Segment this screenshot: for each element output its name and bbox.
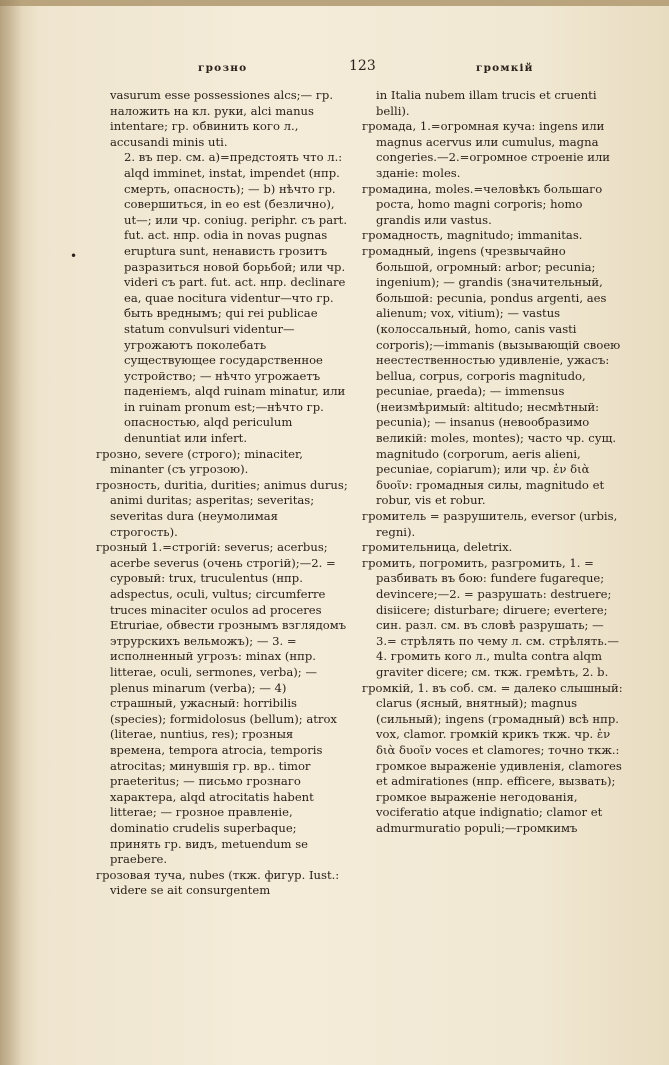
right-column-entry: громитель = разрушитель, eversor (urbis, regni). bbox=[362, 509, 618, 539]
page-number: 123 bbox=[349, 58, 376, 74]
right-column-entry: громадность, magnitudo; immanitas. bbox=[362, 228, 583, 243]
left-running-headword: грозно bbox=[198, 62, 248, 74]
right-column-entry: громада, 1.=огромная куча: ingens или magnus acervus или cumulus, magna congeries.—2.=огромное строеніе или зданіе: moles. bbox=[362, 119, 611, 180]
right-column-entry: громадный, ingens (чрезвычайно большой, огромный: arbor; pecunia; ingenium); — grandis (значительный, большой: pecunia, pondus argenti, aes alienum; vox, vitium); — vastus (колоссальный, homo, canis vasti corporis);—immanis (вызывающій своею неестественностью удивленіе, ужасъ: bellua, corpus, corporis magnitudo, pecuniae, praeda); — immensus (неизмѣримый: altitudo; несмѣтный: pecunia); — insanus (невообразимо великій: moles, montes); часто чр. сущ. magnitudo (corporum, aeris alieni, pecuniae, copiarum); или чр. ἐν διὰ δυοῖν: громадныя силы, magnitudo et robur, vis et robur. bbox=[362, 243, 621, 508]
page-top-edge bbox=[0, 0, 669, 6]
right-column-entry: громительница, deletrix. bbox=[362, 540, 513, 555]
right-running-headword: громкій bbox=[476, 62, 534, 74]
left-column-entry: vasurum esse possessiones alcs;— гр. наложить на кл. руки, alci manus intentare; гр. обвинить кого л., accusandi minis uti. bbox=[110, 88, 334, 149]
right-column-entry: громадина, moles.=человѣкъ большаго роста, homo magni corporis; homo grandis или vastus. bbox=[362, 181, 603, 227]
right-column bbox=[362, 88, 624, 837]
left-column-entry: грозность, duritia, durities; animus durus; animi duritas; asperitas; severitas; severitas dura (неумолимая строгость). bbox=[96, 477, 348, 539]
right-column-entry: in Italia nubem illam trucis et cruenti belli). bbox=[376, 88, 597, 118]
left-column-entry: 2. въ пер. см. а)=предстоять что л.: alqd imminet, instat, impendet (нпр. смерть, опасность); — b) нѣчто гр. совершиться, in eo est (безлично), ut—; или чр. coniug. periphr. съ part. fut. act. нпр. odia in novas pugnas eruptura sunt, ненависть грозитъ разразиться новой борьбой; или чр. videri съ part. fut. act. нпр. declinare ea, quae nocitura videntur—что гр. быть вреднымъ; qui rei publicae statum convulsuri videntur—угрожаютъ поколебать существующее государственное устройство; — нѣчто угрожаетъ паденіемъ, alqd ruinam minatur, или in ruinam pronum est;—нѣчто гр. опасностью, alqd periculum denuntiat или infert. bbox=[124, 150, 348, 446]
left-column-entry: грозовая туча, nubes (ткж. фигур. Iust.: videre se ait consurgentem bbox=[96, 867, 340, 898]
left-column-entry: грозно, severe (строго); minaciter, minanter (съ угрозою). bbox=[96, 446, 303, 477]
right-column-entry: громкій, 1. въ соб. см. = далеко слышный: clarus (ясный, внятный); magnus (сильный); ingens (громадный) всѣ нпр. vox, clamor. громкій крикъ ткж. чр. ἐν διὰ δυοῖν voces et clamores; точно ткж.: громкое выраженіе удивленія, clamores et admirationes (нпр. efficere, вызвать); громкое выраженіе негодованія, vociferatio atque indignatio; clamor et admurmuratio populi;—громкимъ bbox=[362, 680, 623, 835]
binding-shadow bbox=[0, 0, 22, 1065]
running-header bbox=[96, 58, 626, 80]
margin-mark: • bbox=[70, 249, 78, 263]
left-column-entry: грозный 1.=строгій: severus; acerbus; acerbe severus (очень строгій);—2. = суровый: trux, truculentus (нпр. adspectus, oculi, vultus; circumferre truces minaciter oculos ad proceres Etruriae, обвести грознымъ взглядомъ этрурскихъ вельможъ); — 3. = исполненный угрозъ: minax (нпр. litterae, oculi, sermones, verba); — plenus minarum (verba); — 4) страшный, ужасный: horribilis (species); formidolosus (bellum); atrox (literae, nuntius, res); грозныя времена, tempora atrocia, temporis atrocitas; минувшія гр. вр.. timor praeteritus; — письмо грознаго характера, alqd atrocitatis habent litterae; — грозное правленіе, dominatio crudelis superbaque; принять гр. видъ, metuendum se praebere. bbox=[96, 540, 347, 867]
left-column bbox=[96, 88, 348, 899]
right-column-entry: громить, погромить, разгромить, 1. = разбивать въ бою: fundere fugareque; devincere;—2. = разрушать: destruere; disiicere; disturbare; diruere; evertere; син. разл. см. въ словѣ разрушать; — 3.= стрѣлять по чему л. см. стрѣлять.—4. громить кого л., multa contra alqm graviter dicere; см. ткж. гремѣть, 2. b. bbox=[362, 555, 619, 679]
